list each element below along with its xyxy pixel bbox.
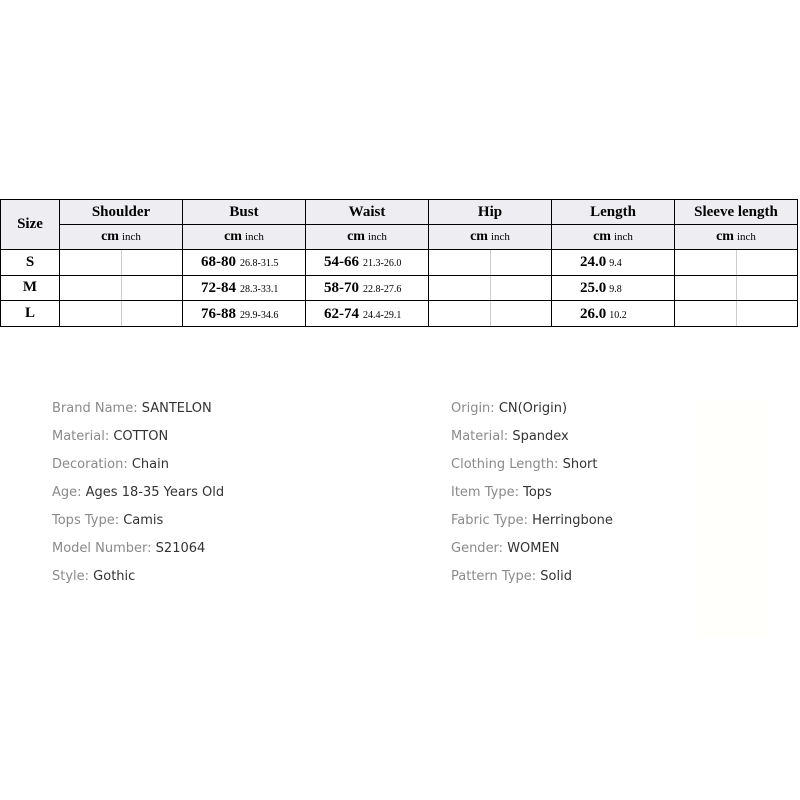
unit-header-length (552, 225, 675, 250)
spec-key: Item Type: (451, 485, 524, 500)
waist-cell (306, 301, 429, 327)
spec-key: Fabric Type: (451, 513, 533, 528)
spec-decoration (52, 453, 224, 481)
waist-cell (306, 275, 429, 301)
bust-cm-value: 76-88 (201, 305, 236, 322)
sleeve-length-cell (675, 250, 798, 276)
bust-cell (183, 301, 306, 327)
size-chart-table (0, 199, 798, 327)
shoulder-cell (60, 275, 183, 301)
sleeve-length-cell (675, 275, 798, 301)
spec-brand-name (52, 397, 224, 425)
spec-key: Model Number: (52, 541, 156, 556)
sleeve-length-cell (675, 301, 798, 327)
spec-value: Herringbone (532, 513, 613, 528)
unit-inch: inch (736, 231, 756, 243)
waist-inch-value: 22.8-27.6 (363, 283, 402, 295)
specs-right-column (451, 397, 613, 593)
spec-value: Solid (540, 569, 572, 584)
size-header: Size (1, 200, 60, 250)
shoulder-cell (60, 301, 183, 327)
spec-key: Origin: (451, 401, 499, 416)
shoulder-cell (60, 250, 183, 276)
spec-key: Clothing Length: (451, 457, 563, 472)
waist-cm-value: 62-74 (324, 305, 359, 322)
length-cm-value: 25.0 (580, 279, 607, 296)
spec-value: Short (562, 457, 598, 472)
length-inch-value: 9.4 (609, 258, 622, 270)
spec-value: Tops (523, 485, 552, 500)
unit-inch: inch (613, 231, 633, 243)
spec-value: Chain (131, 457, 169, 472)
size-label: L (1, 301, 60, 327)
bust-cm-value: 72-84 (201, 279, 236, 296)
spec-material-2 (451, 425, 613, 453)
spec-value: Spandex (512, 429, 569, 444)
unit-header-bust (183, 225, 306, 250)
spec-gender (451, 537, 613, 565)
spec-material (52, 425, 224, 453)
unit-cm: cm (593, 229, 611, 244)
col-header-hip: Hip (429, 200, 552, 225)
bust-cell (183, 275, 306, 301)
unit-header-waist (306, 225, 429, 250)
size-label: M (1, 275, 60, 301)
col-header-shoulder: Shoulder (60, 200, 183, 225)
spec-tops-type (52, 509, 224, 537)
length-inch-value: 9.8 (609, 283, 622, 295)
unit-inch: inch (490, 231, 510, 243)
unit-inch: inch (244, 231, 264, 243)
waist-inch-value: 24.4-29.1 (363, 309, 402, 321)
unit-inch: inch (367, 231, 387, 243)
length-cell (552, 301, 675, 327)
bust-inch-value: 29.9-34.6 (240, 309, 279, 321)
unit-header-shoulder (60, 225, 183, 250)
hip-cell (429, 301, 552, 327)
unit-cm: cm (470, 229, 488, 244)
spec-age (52, 481, 224, 509)
hip-cell (429, 275, 552, 301)
spec-key: Decoration: (52, 457, 132, 472)
col-header-length: Length (552, 200, 675, 225)
unit-inch: inch (121, 231, 141, 243)
bust-inch-value: 28.3-33.1 (240, 283, 279, 295)
spec-key: Brand Name: (52, 401, 142, 416)
length-cm-value: 24.0 (580, 254, 607, 271)
bust-cell (183, 250, 306, 276)
spec-key: Pattern Type: (451, 569, 541, 584)
spec-model-number (52, 537, 224, 565)
bust-inch-value: 26.8-31.5 (240, 258, 279, 270)
hip-cell (429, 250, 552, 276)
spec-value: WOMEN (507, 541, 560, 556)
spec-origin (451, 397, 613, 425)
unit-header-hip (429, 225, 552, 250)
spec-value: COTTON (113, 429, 169, 444)
unit-cm: cm (224, 229, 242, 244)
spec-value: S21064 (155, 541, 206, 556)
spec-item-type (451, 481, 613, 509)
table-row-s (1, 250, 798, 276)
spec-fabric-type (451, 509, 613, 537)
unit-cm: cm (347, 229, 365, 244)
spec-key: Material: (451, 429, 513, 444)
spec-key: Style: (52, 569, 94, 584)
spec-key: Gender: (451, 541, 508, 556)
bust-cm-value: 68-80 (201, 254, 236, 271)
specs-left-column (52, 397, 224, 593)
faint-background-panel (696, 400, 766, 638)
waist-inch-value: 21.3-26.0 (363, 258, 402, 270)
unit-cm: cm (101, 229, 119, 244)
spec-key: Tops Type: (52, 513, 124, 528)
table-row-m (1, 275, 798, 301)
spec-value: CN(Origin) (498, 401, 568, 416)
spec-clothing-length (451, 453, 613, 481)
spec-value: Gothic (93, 569, 136, 584)
spec-pattern-type (451, 565, 613, 593)
spec-key: Material: (52, 429, 114, 444)
col-header-waist: Waist (306, 200, 429, 225)
col-header-sleeve-length: Sleeve length (675, 200, 798, 225)
spec-value: Camis (123, 513, 164, 528)
spec-style (52, 565, 224, 593)
length-cm-value: 26.0 (580, 305, 607, 322)
waist-cm-value: 58-70 (324, 279, 359, 296)
spec-value: SANTELON (141, 401, 212, 416)
col-header-bust: Bust (183, 200, 306, 225)
spec-key: Age: (52, 485, 86, 500)
table-row-l (1, 301, 798, 327)
spec-value: Ages 18-35 Years Old (85, 485, 225, 500)
waist-cell (306, 250, 429, 276)
waist-cm-value: 54-66 (324, 254, 359, 271)
size-label: S (1, 250, 60, 276)
unit-header-sleeve-length (675, 225, 798, 250)
length-inch-value: 10.2 (609, 309, 627, 321)
length-cell (552, 275, 675, 301)
unit-cm: cm (716, 229, 734, 244)
length-cell (552, 250, 675, 276)
